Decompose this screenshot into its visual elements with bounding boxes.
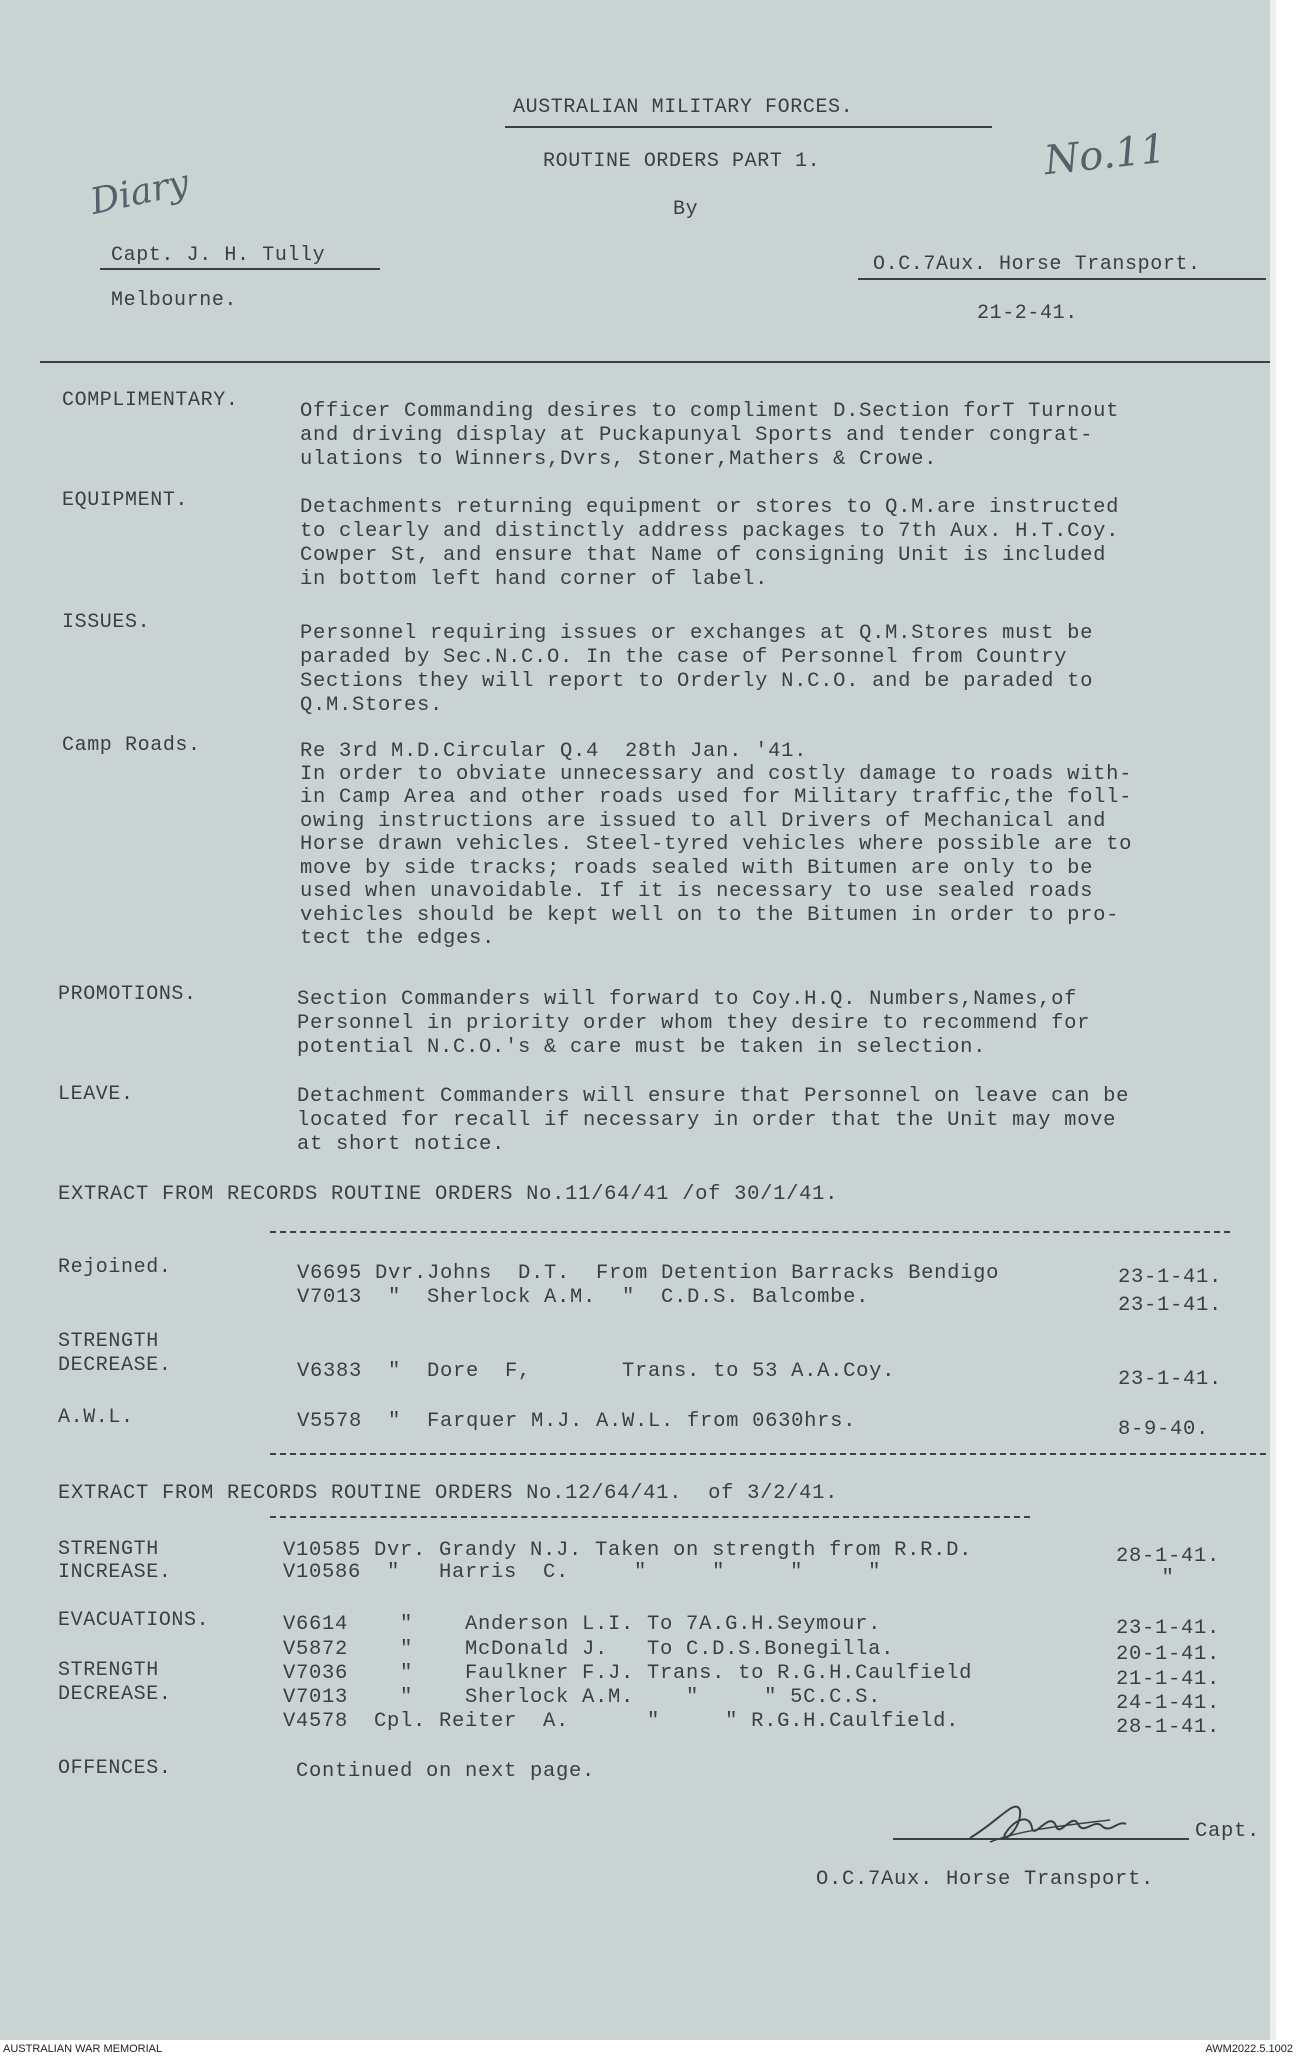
section-line: and driving display at Puckapunyal Sports and tender congrat- xyxy=(300,424,1094,447)
row-entry: V5872 " McDonald J. To C.D.S.Bonegilla. xyxy=(283,1638,895,1661)
offences-label: OFFENCES. xyxy=(58,1757,172,1780)
section-label: PROMOTIONS. xyxy=(58,983,197,1006)
extract-heading: EXTRACT FROM RECORDS ROUTINE ORDERS No.12/64/41. of 3/2/41. xyxy=(58,1482,839,1505)
row-label: Rejoined. xyxy=(58,1256,172,1279)
section-line: Cowper St, and ensure that Name of consigning Unit is included xyxy=(300,544,1107,567)
row-entry: V6383 " Dore F, Trans. to 53 A.A.Coy. xyxy=(297,1360,896,1383)
row-date: 23-1-41. xyxy=(1118,1294,1223,1317)
row-date: 20-1-41. xyxy=(1116,1643,1221,1666)
section-line: move by side tracks; roads sealed with Bitumen are only to be xyxy=(300,857,1094,880)
signature-scrawl xyxy=(960,1790,1130,1860)
officer-underline xyxy=(100,268,380,270)
unit-underline xyxy=(858,278,1266,280)
section-line: used when unavoidable. If it is necessary to use sealed roads xyxy=(300,880,1094,903)
row-date: 23-1-41. xyxy=(1118,1266,1223,1289)
section-line: Personnel in priority order whom they desire to recommend for xyxy=(297,1012,1091,1035)
date: 21-2-41. xyxy=(977,302,1078,325)
row-entry: V5578 " Farquer M.J. A.W.L. from 0630hrs. xyxy=(297,1410,857,1433)
row-date: 23-1-41. xyxy=(1116,1617,1221,1640)
row-entry: V7013 " Sherlock A.M. " C.D.S. Balcombe. xyxy=(297,1286,870,1309)
signature-line xyxy=(893,1838,1189,1840)
section-line: potential N.C.O.'s & care must be taken in selection. xyxy=(297,1036,987,1059)
offences-text: Continued on next page. xyxy=(296,1760,596,1783)
section-line: Horse drawn vehicles. Steel-tyred vehicles where possible are to xyxy=(300,833,1133,856)
section-line: located for recall if necessary in order that the Unit may move xyxy=(297,1109,1117,1132)
section-line: tect the edges. xyxy=(300,927,496,950)
document-subtitle: ROUTINE ORDERS PART 1. xyxy=(543,150,821,173)
row-entry: V6614 " Anderson L.I. To 7A.G.H.Seymour. xyxy=(283,1613,882,1636)
footer-left: AUSTRALIAN WAR MEMORIAL xyxy=(3,2043,163,2055)
row-entry: V10585 Dvr. Grandy N.J. Taken on strength from R.R.D. V10586 " Harris C. " " " " xyxy=(283,1539,973,1584)
footer-right: AWM2022.5.1002 xyxy=(1205,2043,1293,2055)
section-label: COMPLIMENTARY. xyxy=(62,389,239,412)
section-label: EQUIPMENT. xyxy=(62,489,189,512)
section-line: in bottom left hand corner of label. xyxy=(300,568,769,591)
by-line: By xyxy=(673,198,699,221)
section-line: Q.M.Stores. xyxy=(300,694,444,717)
section-line: to clearly and distinctly address packages to 7th Aux. H.T.Coy. xyxy=(300,520,1120,543)
signature-rank: Capt. xyxy=(1195,1820,1261,1843)
section-line: at short notice. xyxy=(297,1133,506,1156)
diary-note: Diary xyxy=(86,162,193,223)
row-label: STRENGTH INCREASE. xyxy=(58,1538,172,1584)
place: Melbourne. xyxy=(111,289,238,312)
header-divider xyxy=(40,361,1270,363)
section-line: Personnel requiring issues or exchanges at Q.M.Stores must be xyxy=(300,622,1094,645)
section-label: Camp Roads. xyxy=(62,734,201,757)
order-number: No.11 xyxy=(1041,125,1169,185)
row-entry: V7036 " Faulkner F.J. Trans. to R.G.H.Caulfield V7013 " Sherlock A.M. " " 5C.C.S. V4578 Cpl. Reiter A. " " R.G.H.Caulfield. xyxy=(283,1662,973,1733)
unit-name: O.C.7Aux. Horse Transport. xyxy=(873,253,1201,276)
row-date: 28-1-41. " xyxy=(1116,1545,1221,1590)
document-title: AUSTRALIAN MILITARY FORCES. xyxy=(513,96,854,119)
section-line: owing instructions are issued to all Drivers of Mechanical and xyxy=(300,810,1107,833)
section-line: Re 3rd M.D.Circular Q.4 28th Jan. '41. xyxy=(300,740,808,763)
row-entry: V6695 Dvr.Johns D.T. From Detention Barracks Bendigo xyxy=(297,1262,1000,1285)
row-date: 8-9-40. xyxy=(1118,1418,1210,1441)
row-label: A.W.L. xyxy=(58,1406,134,1429)
row-label: STRENGTH DECREASE. xyxy=(58,1659,172,1706)
extract-divider xyxy=(270,1453,1266,1455)
extract-heading-underline xyxy=(270,1231,1230,1233)
section-label: ISSUES. xyxy=(62,611,151,634)
section-line: Detachments returning equipment or stores to Q.M.are instructed xyxy=(300,496,1120,519)
section-line: Section Commanders will forward to Coy.H.Q. Numbers,Names,of xyxy=(297,988,1078,1011)
row-date: 23-1-41. xyxy=(1118,1368,1223,1391)
section-line: In order to obviate unnecessary and costly damage to roads with- xyxy=(300,763,1133,786)
section-line: paraded by Sec.N.C.O. In the case of Personnel from Country xyxy=(300,646,1068,669)
section-line: Sections they will report to Orderly N.C.O. and be paraded to xyxy=(300,670,1094,693)
title-underline xyxy=(505,126,992,128)
section-line: Officer Commanding desires to compliment D.Section forT Turnout xyxy=(300,400,1120,423)
section-line: vehicles should be kept well on to the Bitumen in order to pro- xyxy=(300,904,1120,927)
extract-heading: EXTRACT FROM RECORDS ROUTINE ORDERS No.11/64/41 /of 30/1/41. xyxy=(58,1183,839,1206)
section-label: LEAVE. xyxy=(58,1083,134,1106)
section-line: Detachment Commanders will ensure that Personnel on leave can be xyxy=(297,1085,1130,1108)
section-line: ulations to Winners,Dvrs, Stoner,Mathers & Crowe. xyxy=(300,448,938,471)
row-label: STRENGTH DECREASE. xyxy=(58,1330,172,1377)
signature-unit: O.C.7Aux. Horse Transport. xyxy=(816,1868,1155,1891)
officer-name: Capt. J. H. Tully xyxy=(111,244,326,267)
section-line: in Camp Area and other roads used for Military traffic,the foll- xyxy=(300,786,1133,809)
extract-heading-underline xyxy=(270,1516,1030,1518)
row-label: EVACUATIONS. xyxy=(58,1609,210,1632)
row-date: 21-1-41. 24-1-41. 28-1-41. xyxy=(1116,1668,1221,1739)
